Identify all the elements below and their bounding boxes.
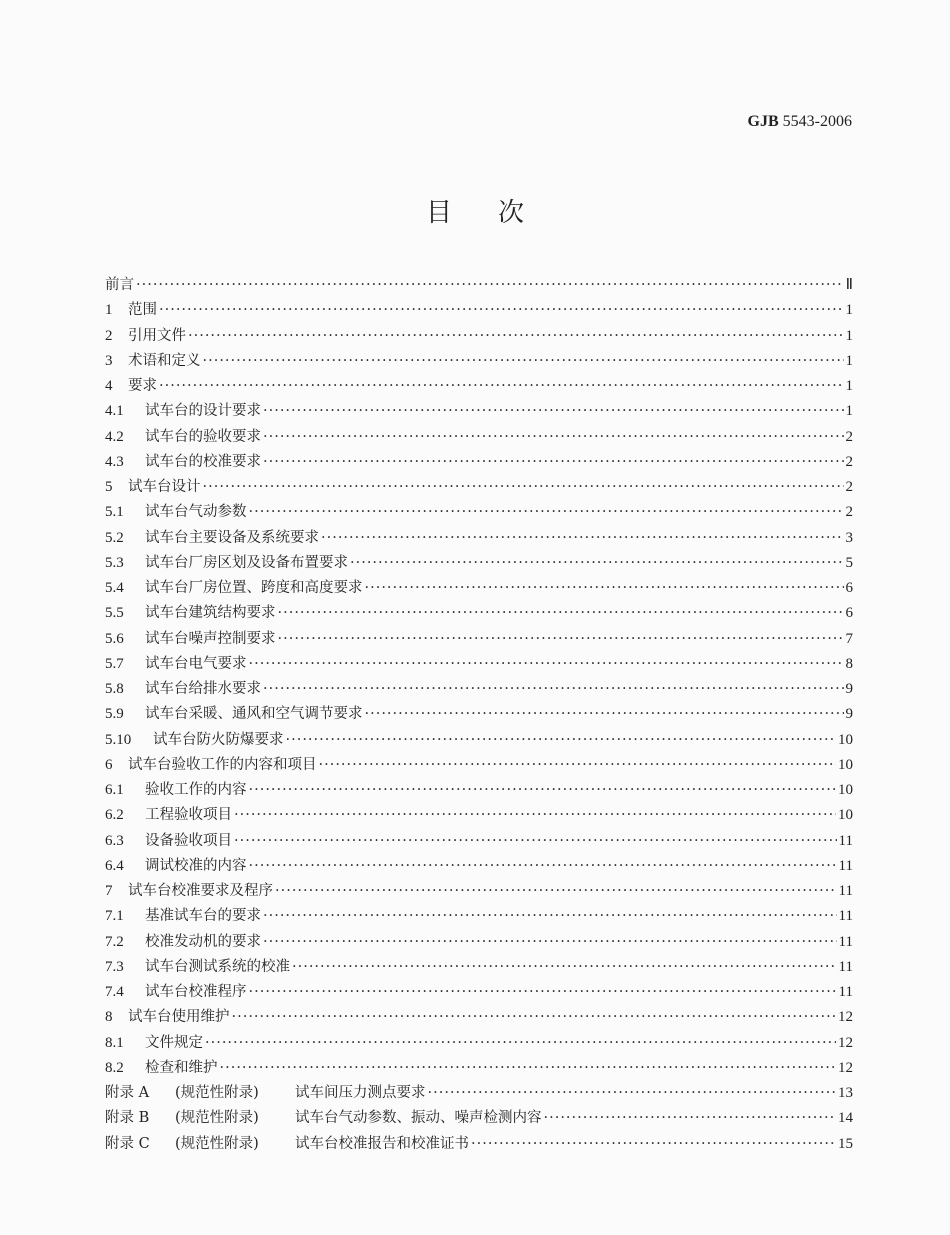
section-title: 试车台厂房位置、跨度和高度要求 [145, 580, 363, 596]
section-number: 6.4 [105, 857, 124, 874]
appendix-kind: (规范性附录) [175, 1110, 259, 1127]
doc-prefix: GJB [747, 113, 779, 130]
dot-leader [263, 429, 844, 445]
section-title: 试车台给排水要求 [145, 681, 261, 697]
dot-leader [249, 782, 837, 798]
section-title: 术语和定义 [128, 352, 201, 369]
page-number: 11 [838, 883, 853, 899]
document-number [748, 113, 852, 131]
section-title: 前言 [105, 277, 134, 293]
page-number: 1 [845, 352, 853, 369]
dot-leader [319, 757, 837, 773]
section-number: 5.2 [105, 529, 124, 546]
dot-leader [234, 807, 836, 823]
table-of-contents [105, 273, 853, 1157]
appendix-label: 附录 B [105, 1110, 150, 1127]
page-number: 2 [845, 479, 853, 495]
section-title: 试车台校准要求及程序 [128, 883, 273, 899]
page-number: 12 [838, 1009, 853, 1026]
section-title: 试车台的验收要求 [145, 428, 261, 445]
section-title: 试车台校准程序 [145, 984, 247, 1000]
appendix-label: 附录 A [105, 1085, 150, 1101]
section-title: 试车台电气要求 [145, 655, 247, 672]
toc-entry[interactable] [105, 551, 853, 576]
section-title: 试车台防火防爆要求 [153, 731, 284, 748]
section-number: 2 [105, 327, 113, 344]
section-number: 8 [105, 1009, 113, 1026]
dot-leader [292, 959, 837, 975]
page-number: 10 [838, 756, 853, 773]
dot-leader [234, 833, 837, 849]
section-title: 试车台气动参数 [145, 504, 247, 521]
section-title: 要求 [128, 378, 157, 394]
dot-leader [275, 883, 837, 899]
section-title: 引用文件 [128, 327, 186, 344]
toc-entry[interactable] [105, 904, 853, 929]
page-number: 3 [845, 529, 853, 546]
appendix-title: 试车间压力测点要求 [295, 1085, 426, 1101]
section-number: 5.10 [105, 731, 132, 748]
toc-entry[interactable] [105, 349, 853, 374]
section-number: 6 [105, 756, 113, 773]
page-number: 7 [845, 630, 853, 647]
toc-entry[interactable] [105, 930, 853, 955]
dot-leader [220, 1060, 837, 1076]
toc-entry[interactable] [105, 374, 853, 399]
toc-entry[interactable] [105, 702, 853, 727]
section-title: 试车台使用维护 [128, 1009, 230, 1026]
section-number: 8.2 [105, 1059, 124, 1076]
page-number: 5 [845, 554, 853, 571]
section-number: 4.3 [105, 453, 124, 470]
dot-leader [203, 479, 844, 495]
dot-leader [263, 403, 844, 419]
section-number: 4.1 [105, 403, 124, 420]
page-number: 13 [838, 1085, 853, 1101]
toc-entry[interactable] [105, 601, 853, 626]
appendix-kind: (规范性附录) [175, 1135, 259, 1152]
doc-number: 5543-2006 [782, 113, 852, 130]
toc-entry[interactable] [105, 298, 853, 323]
section-number: 6.3 [105, 832, 124, 849]
page-number: 9 [845, 706, 853, 723]
section-title: 试车台的设计要求 [145, 403, 261, 420]
dot-leader [232, 1009, 837, 1025]
toc-entry[interactable] [105, 1031, 853, 1056]
page-number: 1 [845, 302, 853, 319]
page-number: 6 [845, 605, 853, 622]
section-title: 试车台主要设备及系统要求 [145, 529, 319, 546]
page-number: 11 [838, 832, 853, 849]
page-number: 8 [845, 655, 853, 672]
dot-leader [428, 1085, 837, 1101]
toc-entry[interactable] [105, 728, 853, 753]
page-number: 15 [838, 1135, 853, 1152]
dot-leader [159, 378, 844, 394]
toc-entry[interactable] [105, 803, 853, 828]
dot-leader [471, 1136, 836, 1152]
toc-entry[interactable] [105, 955, 853, 980]
section-title: 验收工作的内容 [145, 782, 247, 798]
section-number: 7.3 [105, 958, 124, 975]
toc-entry[interactable] [105, 425, 853, 450]
dot-leader [286, 732, 837, 748]
section-title: 范围 [128, 302, 157, 319]
dot-leader [188, 328, 844, 344]
toc-entry[interactable] [105, 753, 853, 778]
page-number: 10 [838, 731, 853, 748]
dot-leader [278, 605, 844, 621]
page-number: 11 [838, 958, 853, 975]
section-number: 4 [105, 378, 113, 394]
toc-entry[interactable] [105, 324, 853, 349]
section-title: 调试校准的内容 [145, 857, 247, 874]
section-title: 试车台的校准要求 [145, 453, 261, 470]
section-number: 5.9 [105, 706, 124, 723]
toc-entry[interactable] [105, 273, 853, 298]
page-number: 11 [838, 933, 853, 950]
page-number: 9 [845, 681, 853, 697]
section-number: 5.1 [105, 504, 124, 521]
page-number: 2 [845, 428, 853, 445]
page-number: 1 [845, 327, 853, 344]
dot-leader [263, 681, 844, 697]
page-number: 11 [838, 857, 853, 874]
section-title: 试车台噪声控制要求 [145, 630, 276, 647]
dot-leader [205, 1035, 836, 1051]
page-number: 1 [845, 403, 853, 420]
section-title: 试车台验收工作的内容和项目 [128, 756, 317, 773]
section-title: 校准发动机的要求 [145, 933, 261, 950]
toc-entry[interactable] [105, 576, 853, 601]
section-title: 基准试车台的要求 [145, 908, 261, 925]
appendix-entry[interactable] [105, 1106, 853, 1131]
appendix-title: 试车台校准报告和校准证书 [295, 1135, 469, 1152]
page-number: 12 [838, 1059, 853, 1076]
section-title: 工程验收项目 [145, 807, 232, 824]
toc-entry[interactable] [105, 778, 853, 803]
toc-entry[interactable] [105, 677, 853, 702]
section-title: 文件规定 [145, 1034, 203, 1051]
toc-entry[interactable] [105, 475, 853, 500]
dot-leader [365, 706, 844, 722]
section-number: 5.4 [105, 580, 124, 596]
section-number: 8.1 [105, 1034, 124, 1051]
section-number: 7.4 [105, 984, 124, 1000]
dot-leader [350, 555, 844, 571]
dot-leader [544, 1110, 837, 1126]
page-number: 14 [838, 1110, 853, 1127]
page-number: 6 [845, 580, 853, 596]
section-number: 5 [105, 479, 113, 495]
dot-leader [203, 353, 844, 369]
appendix-label: 附录 C [105, 1135, 150, 1152]
dot-leader [249, 984, 837, 1000]
toc-entry[interactable] [105, 500, 853, 525]
section-number: 5.8 [105, 681, 124, 697]
section-number: 4.2 [105, 428, 124, 445]
dot-leader [249, 504, 844, 520]
page-title: 目次 [425, 198, 570, 228]
section-number: 3 [105, 352, 113, 369]
appendix-kind: (规范性附录) [175, 1085, 259, 1101]
toc-entry[interactable] [105, 652, 853, 677]
dot-leader [263, 454, 844, 470]
section-title: 检查和维护 [145, 1059, 218, 1076]
toc-entry[interactable] [105, 1005, 853, 1030]
toc-entry[interactable] [105, 879, 853, 904]
page-number: 10 [838, 782, 853, 798]
toc-entry[interactable] [105, 526, 853, 551]
page-number: 11 [838, 908, 853, 925]
page-number: 10 [838, 807, 853, 824]
toc-entry[interactable] [105, 854, 853, 879]
page-number: Ⅱ [845, 277, 853, 293]
section-number: 5.7 [105, 655, 124, 672]
section-title: 试车台厂房区划及设备布置要求 [145, 554, 348, 571]
section-number: 5.3 [105, 554, 124, 571]
section-title: 试车台建筑结构要求 [145, 605, 276, 622]
page-number: 1 [845, 378, 853, 394]
section-number: 1 [105, 302, 113, 319]
section-number: 6.2 [105, 807, 124, 824]
dot-leader [321, 530, 844, 546]
dot-leader [365, 580, 844, 596]
dot-leader [136, 277, 844, 293]
page-number: 2 [845, 504, 853, 521]
toc-entry[interactable] [105, 980, 853, 1005]
dot-leader [159, 302, 844, 318]
section-number: 7.1 [105, 908, 124, 925]
toc-entry[interactable] [105, 627, 853, 652]
toc-entry[interactable] [105, 1056, 853, 1081]
toc-entry[interactable] [105, 399, 853, 424]
appendix-title: 试车台气动参数、振动、噪声检测内容 [295, 1110, 542, 1127]
section-title: 试车台采暖、通风和空气调节要求 [145, 706, 363, 723]
dot-leader [263, 934, 837, 950]
page-number: 12 [838, 1034, 853, 1051]
dot-leader [278, 631, 844, 647]
section-number: 5.5 [105, 605, 124, 622]
section-number: 6.1 [105, 782, 124, 798]
section-title: 试车台测试系统的校准 [145, 958, 290, 975]
appendix-entry[interactable] [105, 1132, 853, 1157]
section-number: 5.6 [105, 630, 124, 647]
toc-entry[interactable] [105, 829, 853, 854]
dot-leader [263, 908, 837, 924]
dot-leader [249, 858, 837, 874]
page-number: 11 [838, 984, 853, 1000]
section-title: 设备验收项目 [145, 832, 232, 849]
appendix-entry[interactable] [105, 1081, 853, 1106]
page-number: 2 [845, 453, 853, 470]
section-number: 7.2 [105, 933, 124, 950]
section-number: 7 [105, 883, 113, 899]
dot-leader [249, 656, 844, 672]
section-title: 试车台设计 [128, 479, 201, 495]
toc-entry[interactable] [105, 450, 853, 475]
